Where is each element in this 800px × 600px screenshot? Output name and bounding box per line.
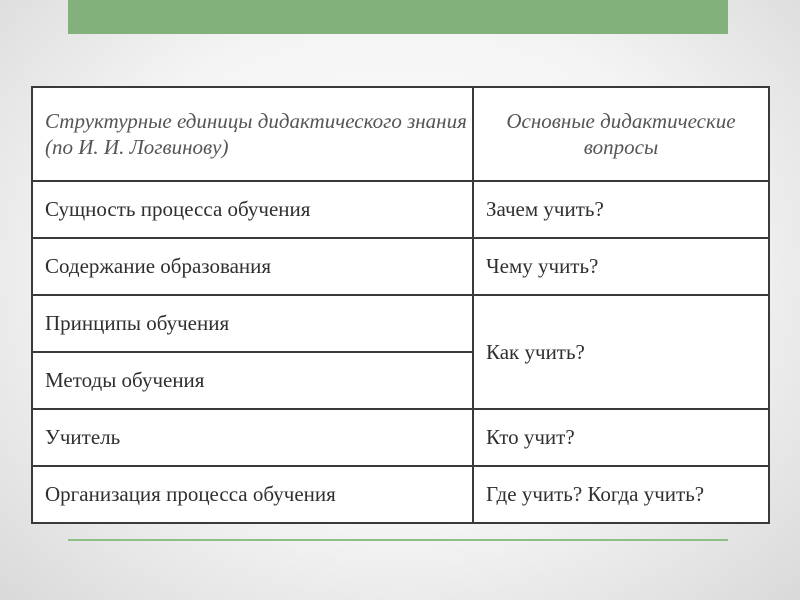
cell-unit: Сущность процесса обучения [32, 181, 473, 238]
table-header-row [32, 87, 769, 181]
table-row [32, 295, 769, 352]
cell-unit: Принципы обучения [32, 295, 473, 352]
table-row [32, 409, 769, 466]
cell-question: Где учить? Когда учить? [473, 466, 769, 523]
cell-question: Кто учит? [473, 409, 769, 466]
table-row [32, 466, 769, 523]
didactic-table [31, 86, 770, 524]
header-structural-units: Структурные единицы дидактического знания (по И. И. Логвинову) [32, 87, 473, 181]
cell-question: Чему учить? [473, 238, 769, 295]
header-didactic-questions: Основные дидактические вопросы [473, 87, 769, 181]
cell-unit: Организация процесса обучения [32, 466, 473, 523]
table-row [32, 238, 769, 295]
cell-question-merged: Как учить? [473, 295, 769, 409]
cell-question: Зачем учить? [473, 181, 769, 238]
cell-unit: Методы обучения [32, 352, 473, 409]
cell-unit: Учитель [32, 409, 473, 466]
table-row [32, 181, 769, 238]
top-accent-bar [68, 0, 728, 34]
bottom-accent-line [68, 539, 728, 541]
cell-unit: Содержание образования [32, 238, 473, 295]
